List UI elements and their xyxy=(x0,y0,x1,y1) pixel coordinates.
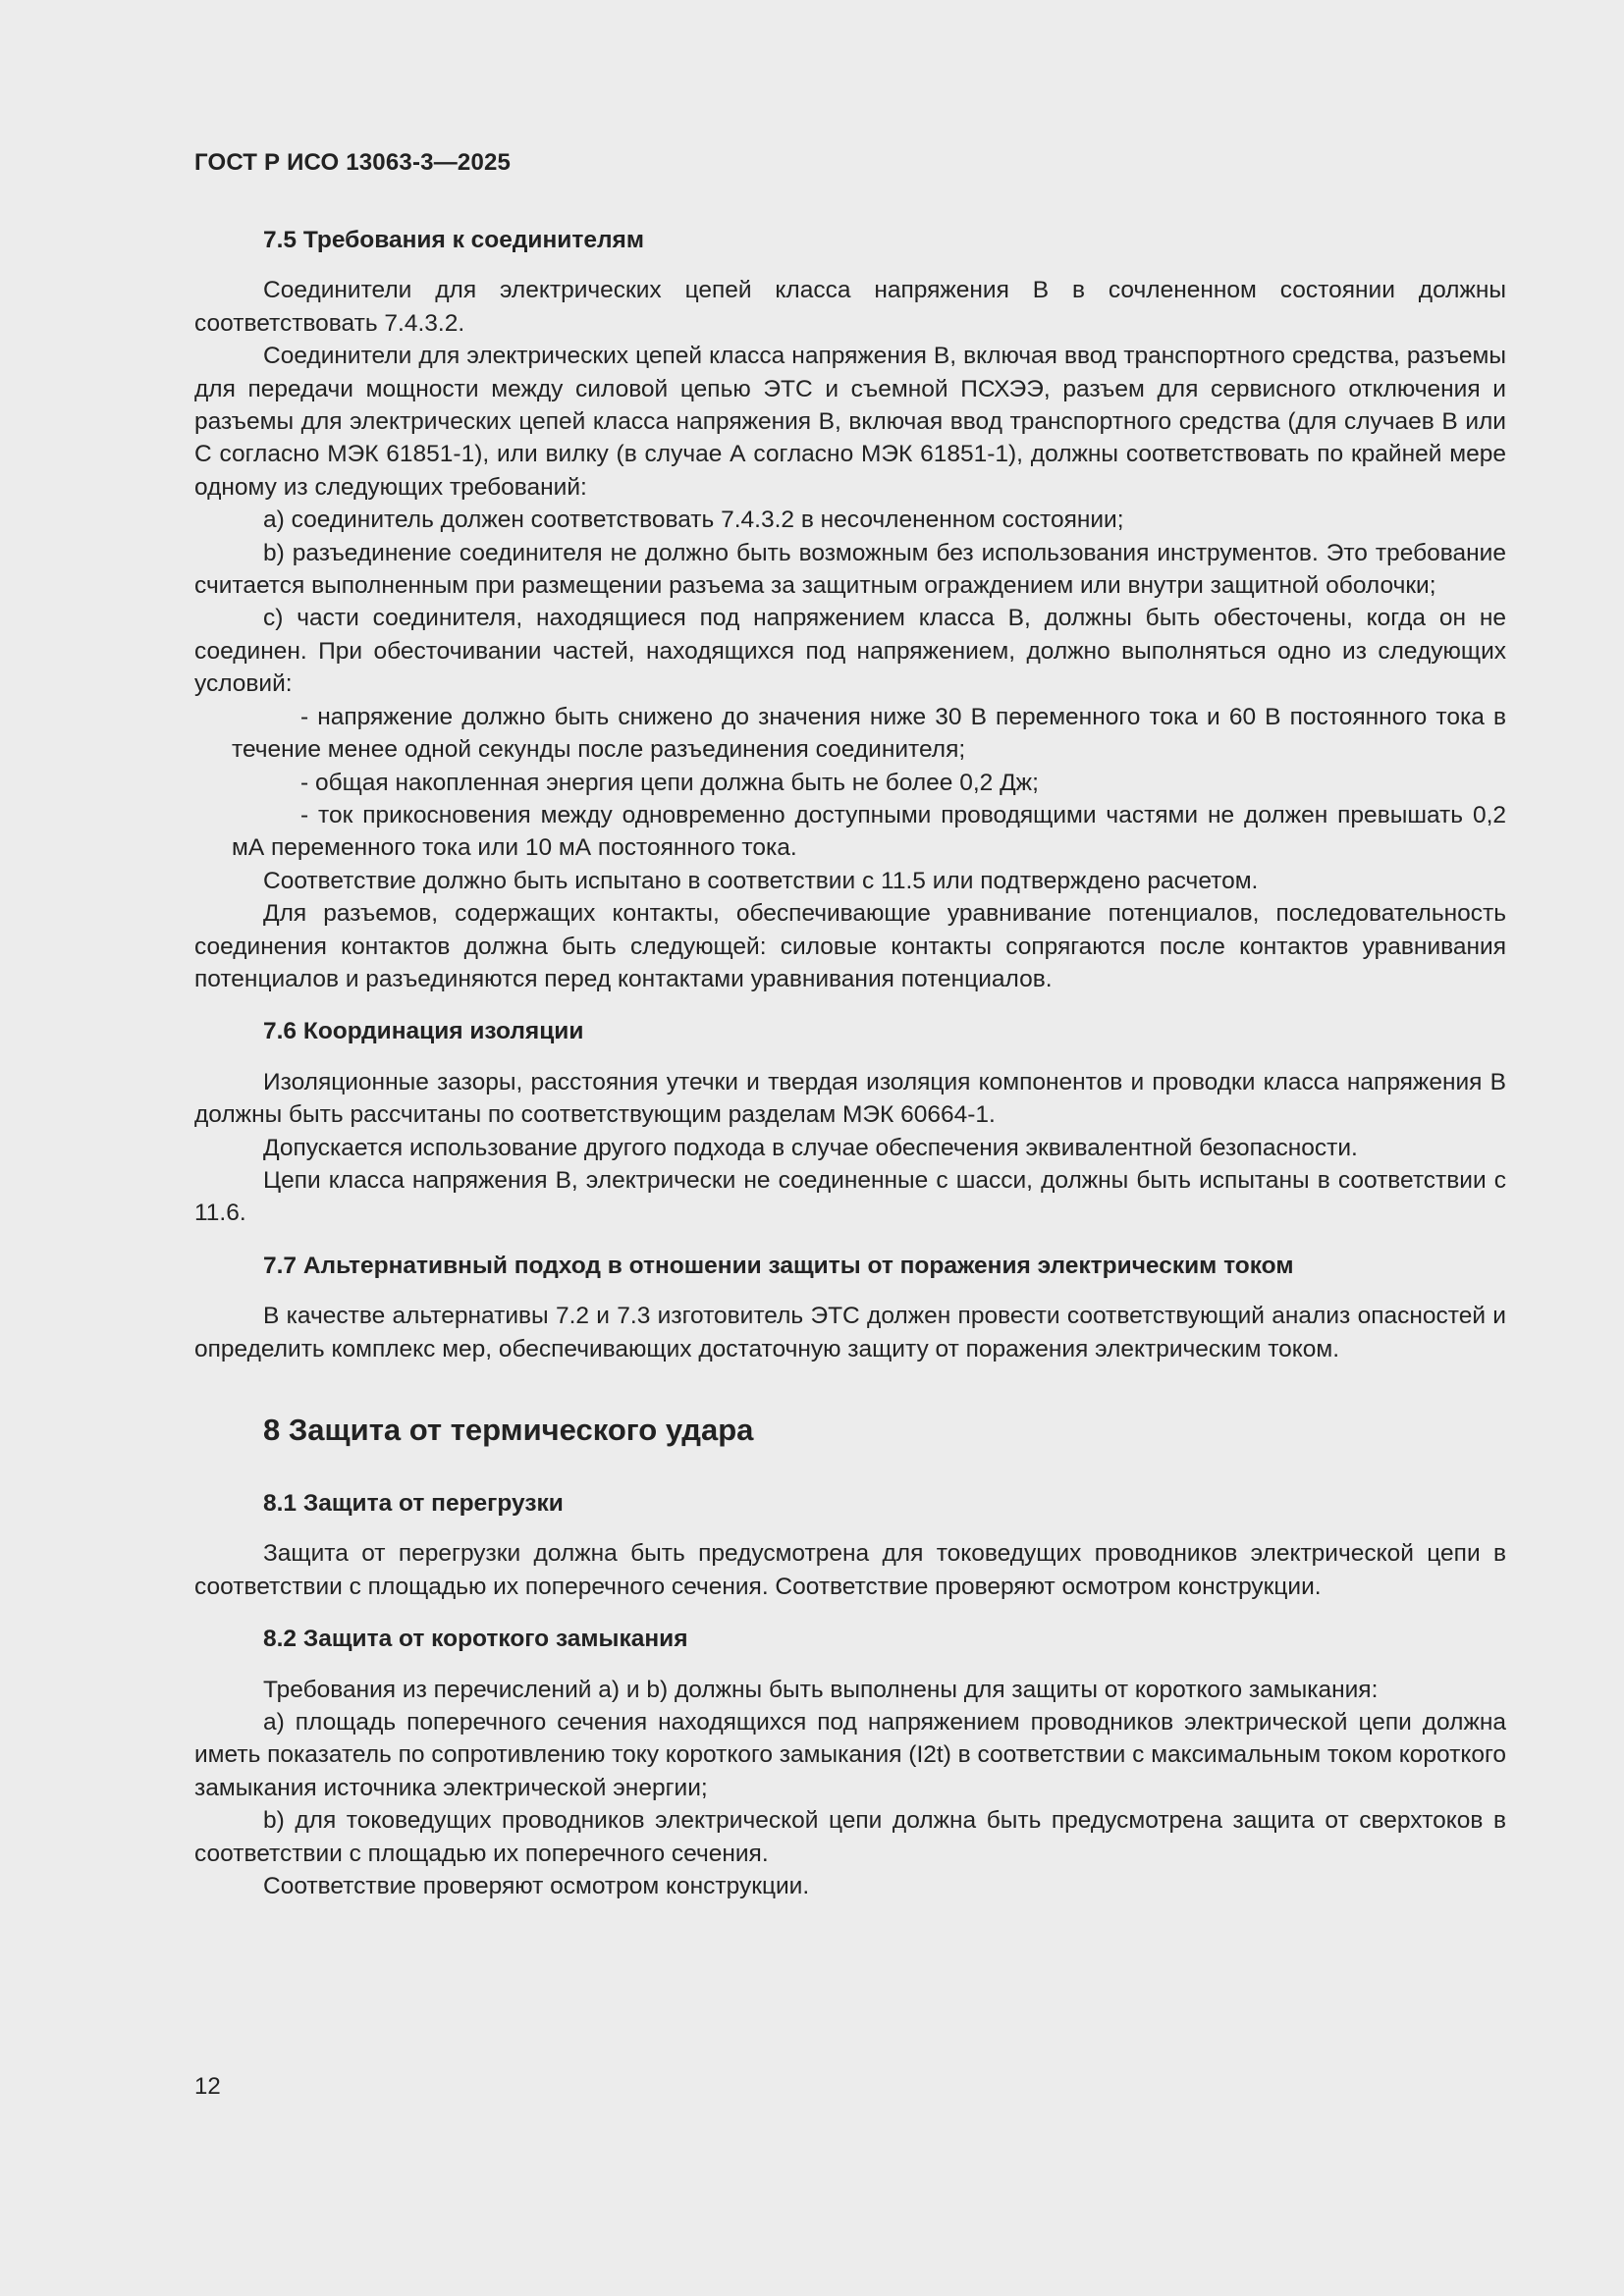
page-body xyxy=(194,224,1506,1902)
section-8-1-heading: 8.1 Защита от перегрузки xyxy=(263,1490,564,1517)
list-item-b: b) разъединение соединителя не должно быть возможным без использования инструментов. Это требование считается выполненным при размещении разъема за защитным ограждением или внутри защитной оболочки; xyxy=(194,539,1506,600)
section-7-6-heading: 7.6 Координация изоляции xyxy=(263,1018,584,1045)
dash-item: - общая накопленная энергия цепи должна быть не более 0,2 Дж; xyxy=(300,769,1039,796)
paragraph: Для разъемов, содержащих контакты, обеспечивающие уравнивание потенциалов, последовательность соединения контактов должна быть следующей: силовые контакты сопрягаются после контактов уравнивания потенциалов и разъединяются перед контактами уравнивания потенциалов. xyxy=(194,900,1506,992)
dash-item: - ток прикосновения между одновременно доступными проводящими частями не должен превышать 0,2 мА переменного тока или 10 мА постоянного тока. xyxy=(232,801,1506,862)
list-item-a: a) площадь поперечного сечения находящихся под напряжением проводников электрической цепи должна иметь показатель по сопротивлению току короткого замыкания (I2t) в соответствии с максимальным током короткого замыкания источника электрической энергии; xyxy=(194,1709,1506,1801)
section-7-7-heading: 7.7 Альтернативный подход в отношении защиты от поражения электрическим током xyxy=(263,1252,1294,1279)
section-8-2-heading: 8.2 Защита от короткого замыкания xyxy=(263,1626,688,1653)
section-8-heading: 8 Защита от термического удара xyxy=(263,1413,754,1447)
paragraph: Цепи класса напряжения В, электрически не соединенные с шасси, должны быть испытаны в соответствии с 11.6. xyxy=(194,1166,1506,1227)
list-item-a: a) соединитель должен соответствовать 7.4.3.2 в несочлененном состоянии; xyxy=(263,507,1124,534)
paragraph: Требования из перечислений a) и b) должны быть выполнены для защиты от короткого замыкания: xyxy=(263,1676,1379,1703)
paragraph: Соответствие должно быть испытано в соответствии с 11.5 или подтверждено расчетом. xyxy=(263,867,1259,894)
paragraph: В качестве альтернативы 7.2 и 7.3 изготовитель ЭТС должен провести соответствующий анализ опасностей и определить комплекс мер, обеспечивающих достаточную защиту от поражения электрическим током. xyxy=(194,1303,1506,1362)
document-header: ГОСТ Р ИСО 13063-3—2025 xyxy=(194,149,512,176)
page-number: 12 xyxy=(194,2073,221,2100)
paragraph: Соединители для электрических цепей класса напряжения В в сочлененном состоянии должны соответствовать 7.4.3.2. xyxy=(194,277,1506,337)
paragraph: Защита от перегрузки должна быть предусмотрена для токоведущих проводников электрической цепи в соответствии с площадью их поперечного сечения. Соответствие проверяют осмотром конструкции. xyxy=(194,1540,1506,1600)
paragraph: Соответствие проверяют осмотром конструкции. xyxy=(263,1873,810,1900)
paragraph: Допускается использование другого подхода в случае обеспечения эквивалентной безопасности. xyxy=(263,1134,1358,1161)
dash-item: - напряжение должно быть снижено до значения ниже 30 В переменного тока и 60 В постоянного тока в течение менее одной секунды после разъединения соединителя; xyxy=(232,703,1506,764)
paragraph: Соединители для электрических цепей класса напряжения В, включая ввод транспортного средства, разъемы для передачи мощности между силовой цепью ЭТС и съемной ПСХЭЭ, разъем для сервисного отключения и разъемы для электрических цепей класса напряжения В, включая ввод транспортного средства (для случаев В или С согласно МЭК 61851-1), или вилку (в случае А согласно МЭК 61851-1), должны соответствовать по крайней мере одному из следующих требований: xyxy=(194,343,1506,501)
list-item-b: b) для токоведущих проводников электрической цепи должна быть предусмотрена защита от сверхтоков в соответствии с площадью их поперечного сечения. xyxy=(194,1807,1506,1867)
list-item-c: c) части соединителя, находящиеся под напряжением класса В, должны быть обесточены, когда он не соединен. При обесточивании частей, находящихся под напряжением, должно выполняться одно из следующих условий: xyxy=(194,605,1506,698)
section-7-5-heading: 7.5 Требования к соединителям xyxy=(263,227,644,253)
paragraph: Изоляционные зазоры, расстояния утечки и твердая изоляция компонентов и проводки класса напряжения В должны быть рассчитаны по соответствующим разделам МЭК 60664-1. xyxy=(194,1068,1506,1129)
